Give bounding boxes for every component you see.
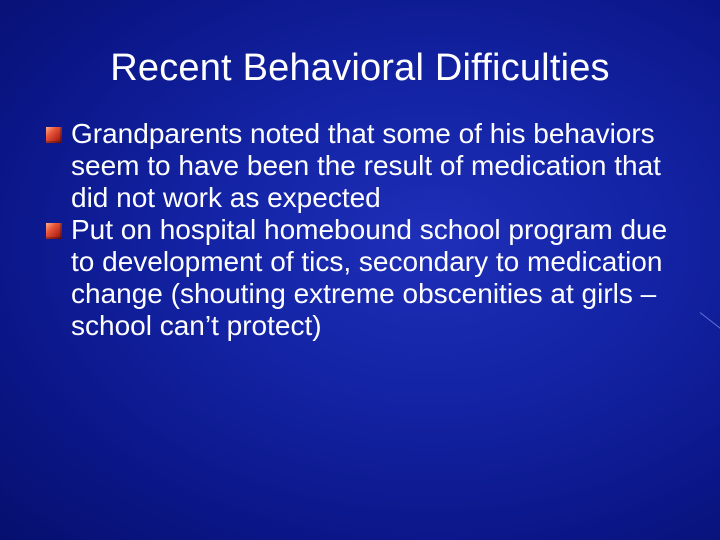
bullet-text: Put on hospital homebound school program due to development of tics, secondary to medication change (shouting extreme obscenities at girls – school can’t protect) [71, 214, 668, 341]
square-bullet-icon [46, 223, 62, 239]
bullet-list [46, 118, 686, 342]
square-bullet-icon [46, 127, 62, 143]
decorative-line [700, 312, 720, 330]
bullet-item [46, 118, 686, 214]
bullet-item [46, 214, 686, 342]
slide-title: Recent Behavioral Difficulties [110, 47, 610, 89]
bullet-text: Grandparents noted that some of his behaviors seem to have been the result of medication that did not work as expected [71, 118, 661, 213]
